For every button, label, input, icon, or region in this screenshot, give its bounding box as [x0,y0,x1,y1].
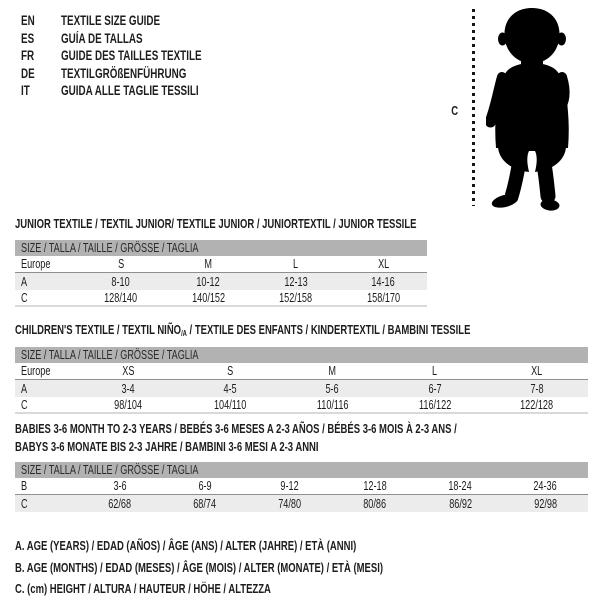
age-cell: 14-16 [371,274,395,289]
size-cell: S [117,257,124,271]
height-cell: 68/74 [193,496,217,511]
children-table-title: CHILDREN'S TEXTILE / TEXTIL $NIÑO_{/A}$ / TEXTILE DES ENFANTS / KINDERTEXTIL / BAMBINI TESSILE [15,322,471,338]
size-cell: XL [377,257,389,271]
legend-height-cm: C. (cm) HEIGHT / ALTURA / HAUTEUR / HÖHE / ALTEZZA [15,581,271,596]
language-row-es [21,30,254,48]
language-row-de [21,65,254,83]
size-cell: XL [531,364,543,378]
height-cell: 104/110 [214,397,247,412]
size-cell: M [328,364,337,378]
age-cell: 6-7 [428,381,442,396]
language-code: EN [21,13,35,28]
age-cell: 4-5 [223,381,237,396]
height-cell: 122/128 [520,397,554,412]
children-size-table [15,347,588,414]
height-cell: 152/158 [279,290,313,305]
table-row-height [15,495,588,512]
language-code: IT [21,83,30,98]
age-cell: 12-18 [363,479,387,493]
size-header-bar: SIZE / TALLA / TAILLE / GRÖSSE / TAGLIA [15,462,588,478]
table-row-europe [15,256,427,273]
row-label: B [21,479,28,493]
row-label: C [21,496,28,511]
row-label: Europe [21,257,51,271]
height-cell: 86/92 [448,496,472,511]
language-title: GUIDE DES TAILLES TEXTILE [61,48,202,63]
table-row-age [15,273,427,290]
language-row-fr [21,47,254,65]
age-cell: 7-8 [530,381,544,396]
height-cell: 62/68 [108,496,131,511]
height-cell: 158/170 [366,290,400,305]
row-label: A [21,381,28,396]
baby-silhouette [486,5,578,212]
size-header-bar: SIZE / TALLA / TAILLE / GRÖSSE / TAGLIA [15,240,427,256]
row-label: A [21,274,28,289]
table-row-age [15,380,588,397]
row-label: Europe [21,364,51,378]
table-row-europe [15,363,588,380]
age-cell: 5-6 [325,381,340,396]
language-row-it [21,82,254,100]
age-cell: 24-36 [533,479,558,493]
babies-table-title-line2: BABYS 3-6 MONATE BIS 2-3 JAHRE / BAMBINI 3-6 MESI A 2-3 ANNI [15,439,319,454]
height-dotted-line [472,9,475,206]
size-cell: L [432,364,438,378]
height-cell: 92/98 [534,496,557,511]
size-cell: S [227,364,234,378]
height-cell: 140/152 [191,290,225,305]
table-row-height [15,290,427,307]
height-cell: 74/80 [278,496,302,511]
size-header-bar: SIZE / TALLA / TAILLE / GRÖSSE / TAGLIA [15,347,588,363]
age-cell: 18-24 [448,479,472,493]
language-title: GUÍA DE TALLAS [61,30,143,46]
legend-age-months: B. AGE (MONTHS) / EDAD (MESES) / ÂGE (MOIS) / ALTER (MONATE) / ETÀ (MESI) [15,559,383,575]
legend-age-years: A. AGE (YEARS) / EDAD (AÑOS) / ÂGE (ANS) / ALTER (JAHRE) / ETÀ (ANNI) [15,538,357,553]
junior-size-table [15,240,427,307]
age-cell: 9-12 [280,479,300,493]
table-row-height [15,397,588,414]
age-cell: 3-6 [112,479,127,493]
language-code: DE [21,65,35,81]
height-cell: 98/104 [114,397,143,412]
language-code: FR [21,48,35,63]
size-cell: XS [122,364,135,378]
babies-size-table [15,462,588,512]
height-measure-label: C [451,103,459,118]
age-cell: 6-9 [198,479,212,493]
age-cell: 3-4 [121,381,135,396]
height-cell: 128/140 [104,290,138,305]
language-title: TEXTILGRÖßENFÜHRUNG [61,65,187,81]
language-title: GUIDA ALLE TAGLIE TESSILI [61,83,199,98]
language-title-block [21,12,254,100]
measurement-legend [15,535,519,600]
language-title: TEXTILE SIZE GUIDE [61,13,161,28]
language-code: ES [21,30,35,46]
row-label: C [21,290,28,305]
size-cell: M [204,257,213,271]
height-cell: 80/86 [363,496,387,511]
row-label: C [21,397,28,412]
age-cell: 12-13 [284,274,308,289]
language-row-en [21,12,254,30]
table-row-age-months [15,478,588,495]
age-cell: 8-10 [111,274,130,289]
babies-table-title-line1: BABIES 3-6 MONTH TO 2-3 YEARS / BEBÉS 3-6 MESES A 2-3 AÑOS / BÉBÉS 3-6 MOIS À 2-3 ANS / [15,421,457,436]
height-cell: 110/116 [316,397,349,412]
title-subscript: /A [181,329,187,338]
size-cell: L [293,257,299,271]
junior-table-title: JUNIOR TEXTILE / TEXTIL JUNIOR/ TEXTILE JUNIOR / JUNIORTEXTIL / JUNIOR TESSILE [15,216,417,231]
height-cell: 116/122 [418,397,451,412]
age-cell: 10-12 [196,274,220,289]
